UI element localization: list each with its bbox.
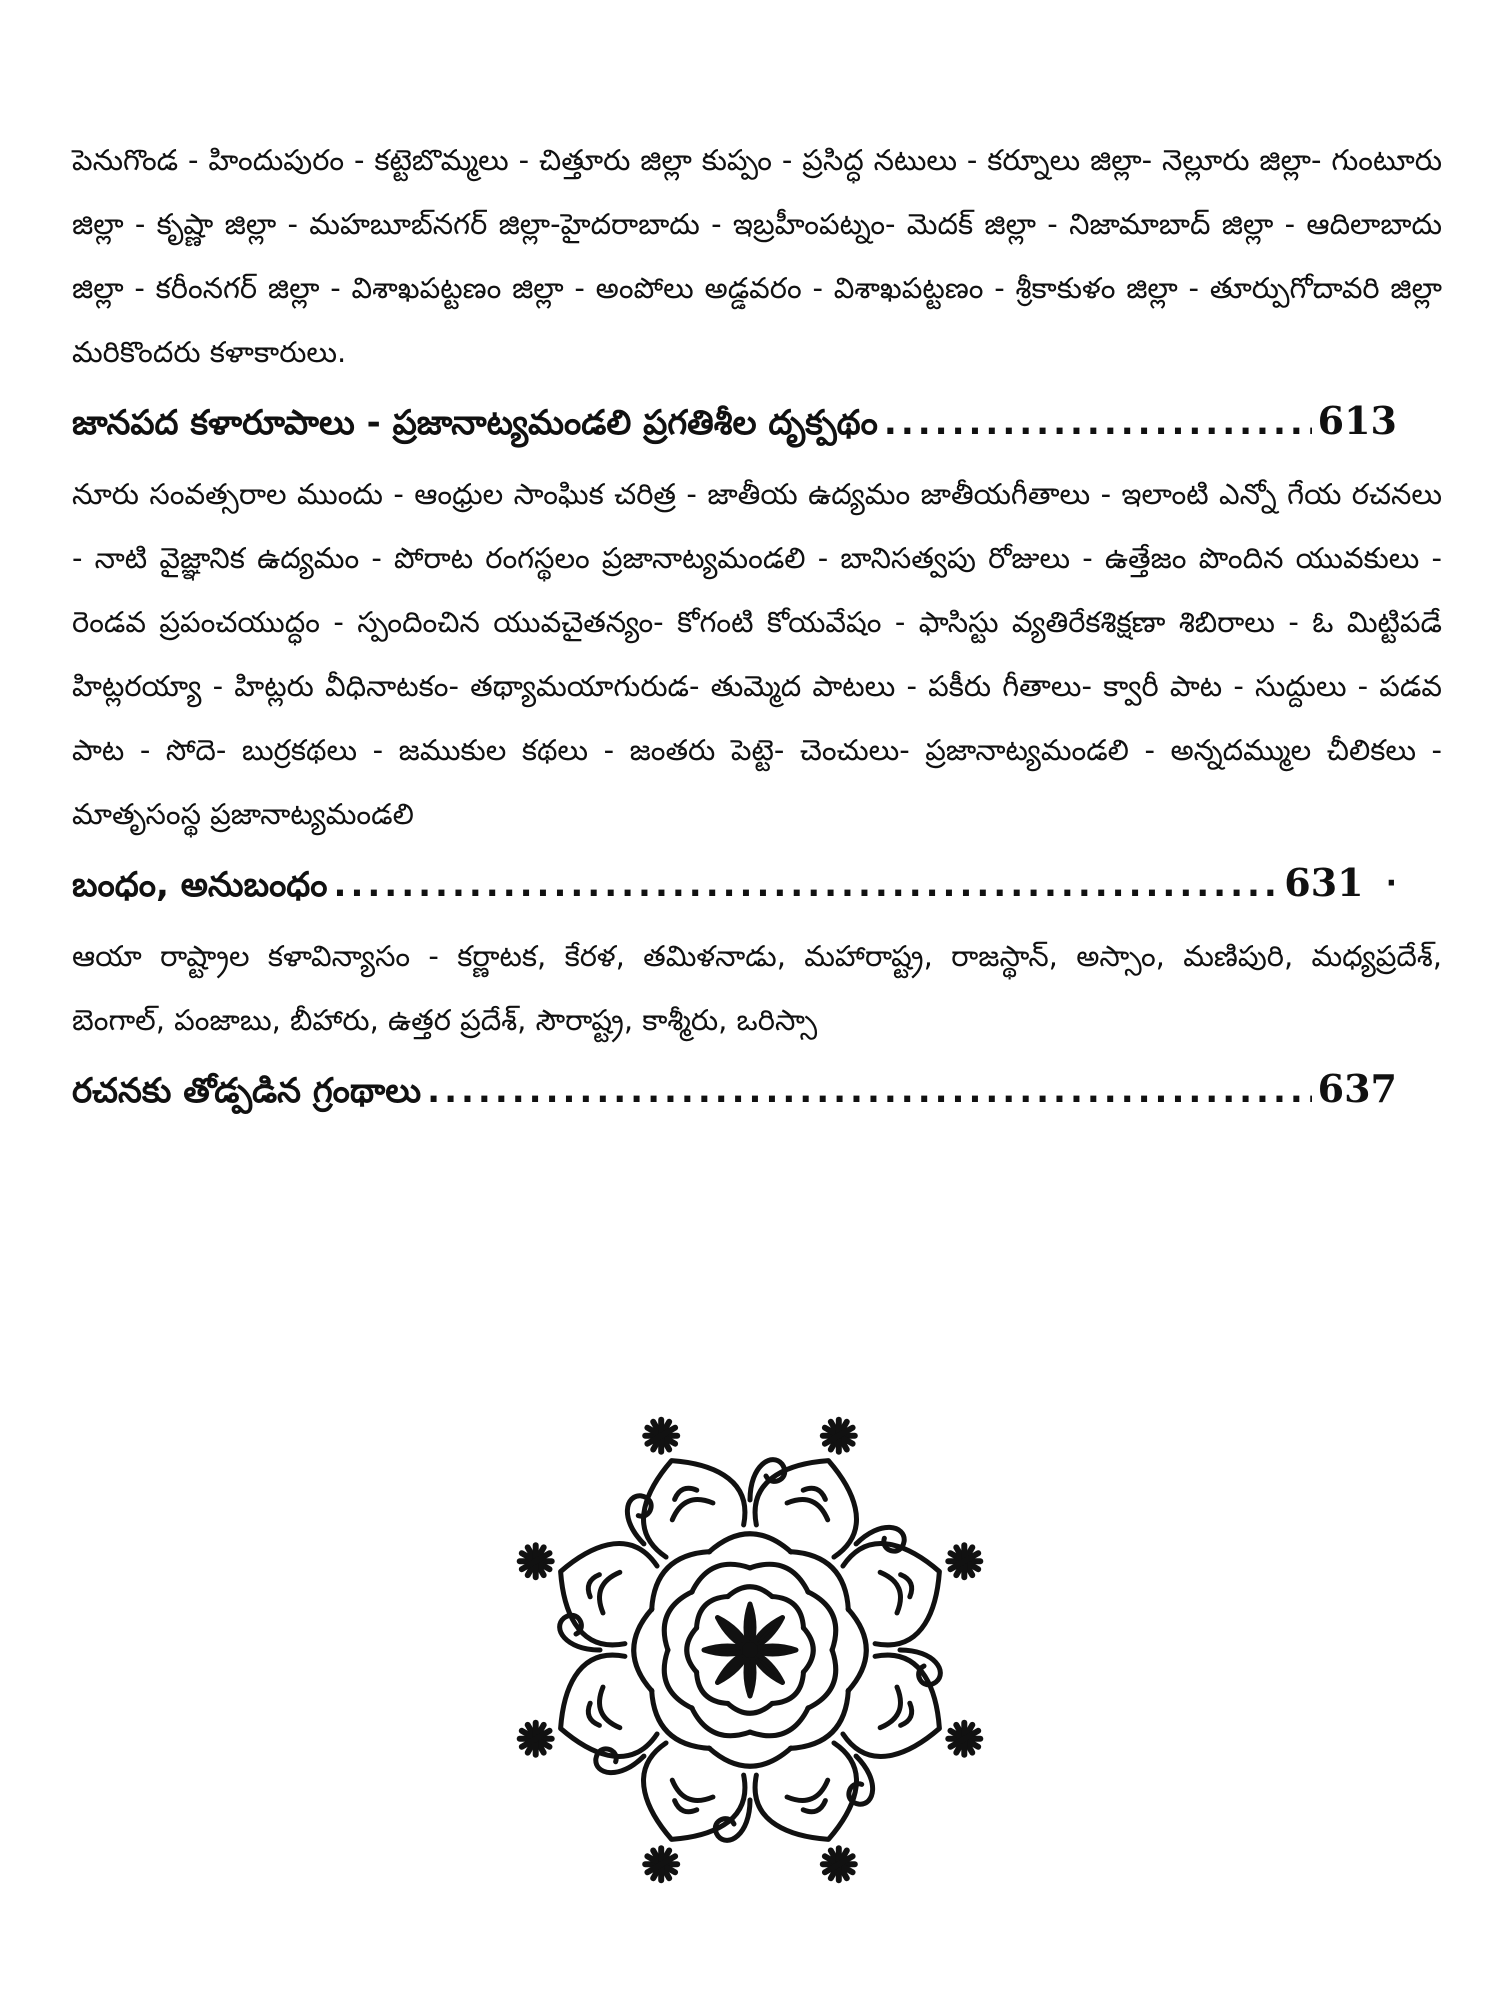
contents-paragraph-continued: పెనుగొండ - హిందుపురం - కట్టెబొమ్మలు - చిత్తూరు జిల్లా కుప్పం - ప్రసిద్ధ నటులు - కర్నూలు జిల్లా- నెల్లూరు జిల్లా- గుంటూరు జిల్లా - కృష్ణా జిల్లా - మహబూబ్‌నగర్ జిల్లా-హైదరాబాదు - ఇబ్రహీంపట్నం- మెదక్ జిల్లా - నిజామాబాద్ జిల్లా - ఆదిలాబాదు జిల్లా - కరీంనగర్ జిల్లా - విశాఖపట్టణం జిల్లా - అంపోలు అడ్డవరం - విశాఖపట్టణం - శ్రీకాకుళం జిల్లా - తూర్పుగోదావరి జిల్లా మరికొందరు కళాకారులు. (72, 143, 1442, 369)
contents-paragraph-janapada: నూరు సంవత్సరాల ముందు - ఆంధ్రుల సాంఘిక చరిత్ర - జాతీయ ఉద్యమం జాతీయగీతాలు - ఇలాంటి ఎన్నో గేయ రచనలు - నాటి వైజ్ఞానిక ఉద్యమం - పోరాట రంగస్థలం ప్రజానాట్యమండలి - బానిసత్వపు రోజులు - ఉత్తేజం పొందిన యువకులు - రెండవ ప్రపంచయుద్ధం - స్పందించిన యువచైతన్యం- కోగంటి కోయవేషం - ఫాసిస్టు వ్యతిరేకశిక్షణా శిబిరాలు - ఓ మిట్టిపడే హిట్లరయ్యా - హిట్లరు వీధినాటకం- తథ్యామయాగురుడ- తుమ్మెద పాటలు - పకీరు గీతాలు- క్వారీ పాట - సుద్దులు - పడవ పాట - సోదె- బుర్రకథలు - జముకుల కథలు - జంతరు పెట్టె- చెంచులు- ప్రజానాట్యమండలి - అన్నదమ్ముల చీలికలు - మాతృసంస్థ ప్రజానాట్యమండలి (72, 477, 1442, 831)
contents-page (72, 128, 1442, 1130)
entry-title: బంధం, అనుబంధం (72, 865, 328, 905)
contents-entry-janapada-kalarupalu (72, 386, 1397, 458)
entry-page-number: 637 (1317, 1066, 1397, 1111)
entry-title: రచనకు తోడ్పడిన గ్రంథాలు (72, 1071, 422, 1111)
contents-entry-references (72, 1054, 1397, 1126)
entry-page-number: 613 (1317, 398, 1397, 443)
contents-entry-bandham-anubandham (72, 848, 1397, 920)
dot-leader (884, 388, 1312, 458)
entry-page-number: 631 (1284, 860, 1364, 905)
contents-paragraph-states: ఆయా రాష్ట్రాల కళావిన్యాసం - కర్ణాటక, కేరళ, తమిళనాడు, మహారాష్ట్ర, రాజస్థాన్, అస్సాం, మణిపురి, మధ్యప్రదేశ్, బెంగాల్, పంజాబు, బీహారు, ఉత్తర ప్రదేశ్, సౌరాష్ట్ర, కాశ్మీరు, ఒరిస్సా (72, 939, 1442, 1037)
entry-title: జానపద కళారూపాలు - ప్రజానాట్యమండలి ప్రగతిశీల దృక్పథం (72, 403, 878, 443)
rangoli-flower-ornament-icon (490, 1390, 1010, 1910)
dot-leader (334, 850, 1279, 920)
dot-leader (427, 1056, 1312, 1126)
stray-mark: · (1385, 866, 1397, 901)
